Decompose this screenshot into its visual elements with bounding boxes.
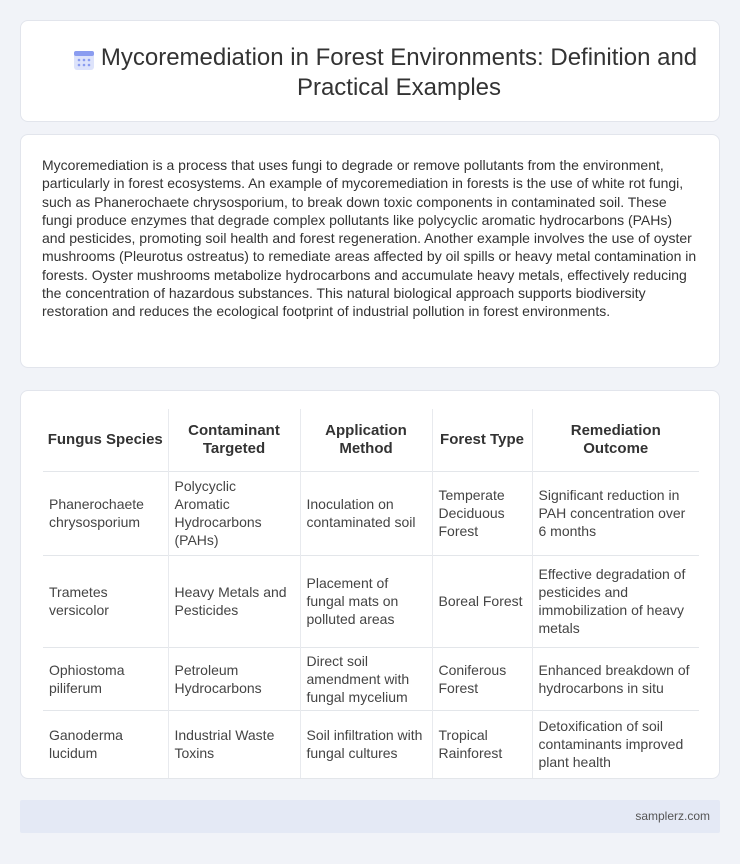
table-cell: Industrial Waste Toxins [168,710,300,778]
table-cell: Phanerochaete chrysosporium [43,471,168,555]
table-row [43,710,699,778]
table-cell: Petroleum Hydrocarbons [168,647,300,710]
table-row [43,471,699,555]
table-cell: Inoculation on contaminated soil [300,471,432,555]
table-cell: Detoxification of soil contaminants improved plant health [532,710,699,778]
column-header: Forest Type [432,409,532,471]
table-cell: Direct soil amendment with fungal mycelium [300,647,432,710]
calendar-icon [72,48,96,72]
table-cell: Enhanced breakdown of hydrocarbons in situ [532,647,699,710]
column-header: Contaminant Targeted [168,409,300,471]
table-cell: Polycyclic Aromatic Hydrocarbons (PAHs) [168,471,300,555]
table-header-row [43,409,699,471]
table-cell: Temperate Deciduous Forest [432,471,532,555]
footer-site-link[interactable]: samplerz.com [635,809,710,823]
table-cell: Placement of fungal mats on polluted areas [300,555,432,647]
table-cell: Significant reduction in PAH concentration over 6 months [532,471,699,555]
title-card [20,20,720,122]
table-cell: Ganoderma lucidum [43,710,168,778]
column-header: Application Method [300,409,432,471]
intro-card [20,134,720,368]
table-cell: Heavy Metals and Pesticides [168,555,300,647]
page-title: Mycoremediation in Forest Environments: Definition and Practical Examples [100,44,698,101]
footer [20,800,720,833]
table-cell: Trametes versicolor [43,555,168,647]
table-cell: Coniferous Forest [432,647,532,710]
table-cell: Boreal Forest [432,555,532,647]
table-card [20,390,720,779]
remediation-table [43,409,699,779]
table-cell: Effective degradation of pesticides and immobilization of heavy metals [532,555,699,647]
table-row [43,555,699,647]
table-cell: Tropical Rainforest [432,710,532,778]
table-cell: Soil infiltration with fungal cultures [300,710,432,778]
column-header: Fungus Species [47,430,163,448]
table-row [43,647,699,710]
intro-paragraph: Mycoremediation is a process that uses fungi to degrade or remove pollutants from the environment, particularly in forest ecosystems. An example of mycoremediation in forests is the use of white rot fungi, such as Phanerochaete chrysosporium, to break down toxic components in contaminated soil. These fungi produce enzymes that degrade complex pollutants like polycyclic aromatic hydrocarbons (PAHs) and pesticides, promoting soil health and forest regeneration. Another example involves the use of oyster mushrooms (Pleurotus ostreatus) to remediate areas affected by oil spills or heavy metal contamination in forests. Oyster mushrooms metabolize hydrocarbons and accumulate heavy metals, effectively reducing the concentration of hazardous substances. This natural biological approach supports biodiversity restoration and reduces the ecological footprint of industrial pollution in forest environments. [42,157,697,320]
column-header: Remediation Outcome [532,409,699,471]
table-cell: Ophiostoma piliferum [43,647,168,710]
